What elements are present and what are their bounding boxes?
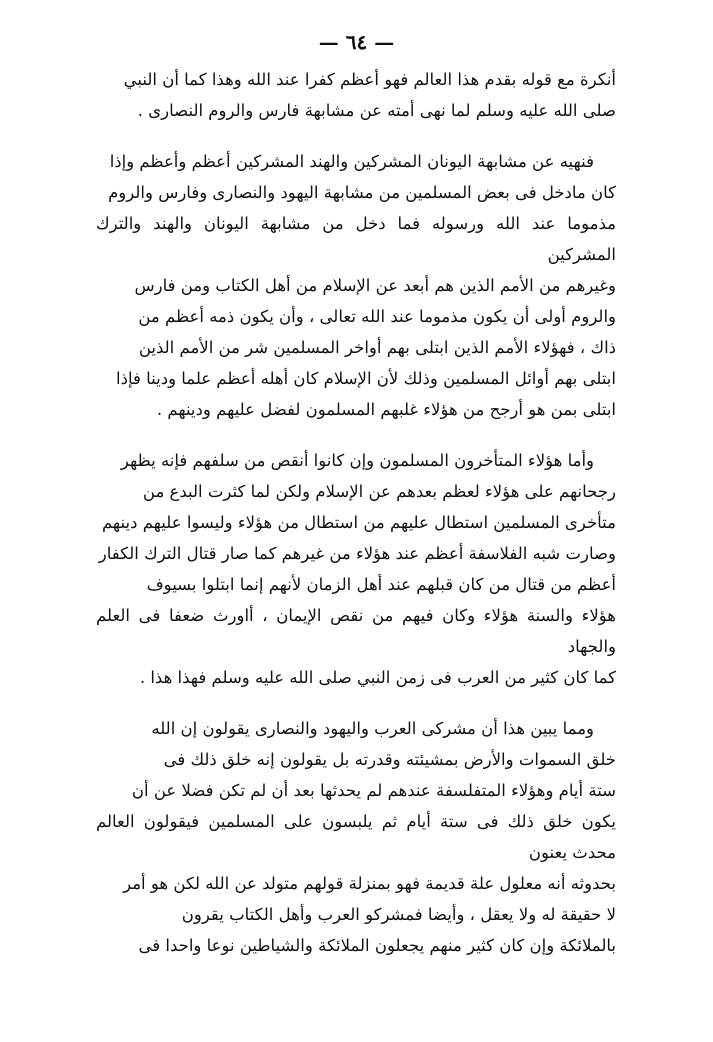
text-line: فنهيه عن مشابهة اليونان المشركين والهند المشركين أعظم وأعظم وإذا bbox=[109, 152, 594, 171]
text-line: ابتلى بهم أوائل المسلمين وذلك لأن الإسلام كان أهله أعظم علما ودينا فإذا bbox=[116, 369, 616, 388]
text-line: كان مادخل فى بعض المسلمين من مشابهة اليهود والنصارى وفارس والروم bbox=[108, 183, 616, 202]
text-line: بالملائكة وإن كان كثير منهم يجعلون الملائكة والشياطين نوعا واحدا فى bbox=[138, 936, 616, 955]
text-line: ستة أيام وهؤلاء المتفلسفة عندهم لم يحدثها بعد أن لم تكن فضلا عن أن bbox=[131, 781, 616, 800]
text-line: لا حقيقة له ولا يعقل ، وأيضا فمشركو العرب وأهل الكتاب يقرون bbox=[181, 905, 616, 924]
paragraph-2 bbox=[96, 146, 616, 425]
text-line: خلق السموات والأرض بمشيئته وقدرته بل يقولون إنه خلق ذلك فى bbox=[163, 750, 616, 769]
text-line: والروم أولى أن يكون مذموما عند الله تعالى ، وأن يكون ذمه أعظم من bbox=[138, 307, 616, 326]
page-number: — ٦٤ — bbox=[318, 30, 395, 54]
text-line: ذاك ، فهؤلاء الأمم الذين ابتلى بهم أواخر المسلمين شر من الأمم الذين bbox=[138, 338, 616, 357]
paragraph-3 bbox=[96, 445, 616, 693]
text-line: متأخرى المسلمين استطال عليهم من استطال من هؤلاء وليسوا عليهم دينهم bbox=[101, 513, 616, 532]
text-line: أنكرة مع قوله بقدم هذا العالم فهو أعظم كفرا عند الله وهذا كما أن النبي bbox=[123, 70, 616, 89]
text-line: ابتلى بمن هو أرجح من هؤلاء غلبهم المسلمون لفضل عليهم ودينهم . bbox=[156, 400, 616, 419]
text-line: بحدوثه أنه معلول علة قديمة فهو بمنزلة قولهم متولد عن الله لكن هو أمر bbox=[123, 874, 616, 893]
text-line: وأما هؤلاء المتأخرون المسلمون وإن كانوا أنقص من سلفهم فإنه يظهر bbox=[120, 451, 594, 470]
text-line: كما كان كثير من العرب فى زمن النبي صلى الله عليه وسلم فهذا هذا . bbox=[139, 668, 616, 687]
text-line: ومما يبين هذا أن مشركى العرب واليهود والنصارى يقولون إن الله bbox=[151, 719, 594, 738]
body-text bbox=[96, 64, 616, 961]
text-line: صلى الله عليه وسلم لما نهى أمته عن مشابهة فارس والروم النصارى . bbox=[137, 101, 616, 120]
text-line: أعظم من قتال من كان قبلهم عند أهل الزمان لأنهم إنما ابتلوا بسيوف bbox=[146, 575, 616, 594]
text-line: رجحانهم على هؤلاء لعظم بعدهم عن الإسلام ولكن لما كثرت البدع من bbox=[142, 482, 616, 501]
text-line: يكون خلق ذلك فى ستة أيام ثم يلبسون على المسلمين فيقولون العالم محدث يعنون bbox=[96, 812, 616, 862]
text-line: وصارت شبه الفلاسفة أعظم عند هؤلاء من غيرهم كما صار قتال الترك الكفار bbox=[98, 544, 616, 563]
text-line: مذموما عند الله ورسوله فما دخل من مشابهة اليونان والهند والترك المشركين bbox=[96, 214, 616, 264]
paragraph-4 bbox=[96, 713, 616, 961]
text-line: وغيرهم من الأمم الذين هم أبعد عن الإسلام من أهل الكتاب ومن فارس bbox=[134, 276, 616, 295]
paragraph-1 bbox=[96, 64, 616, 126]
text-line: هؤلاء والسنة هؤلاء وكان فيهم من نقص الإيمان ، أاورث ضعفا فى العلم والجهاد bbox=[96, 606, 616, 656]
